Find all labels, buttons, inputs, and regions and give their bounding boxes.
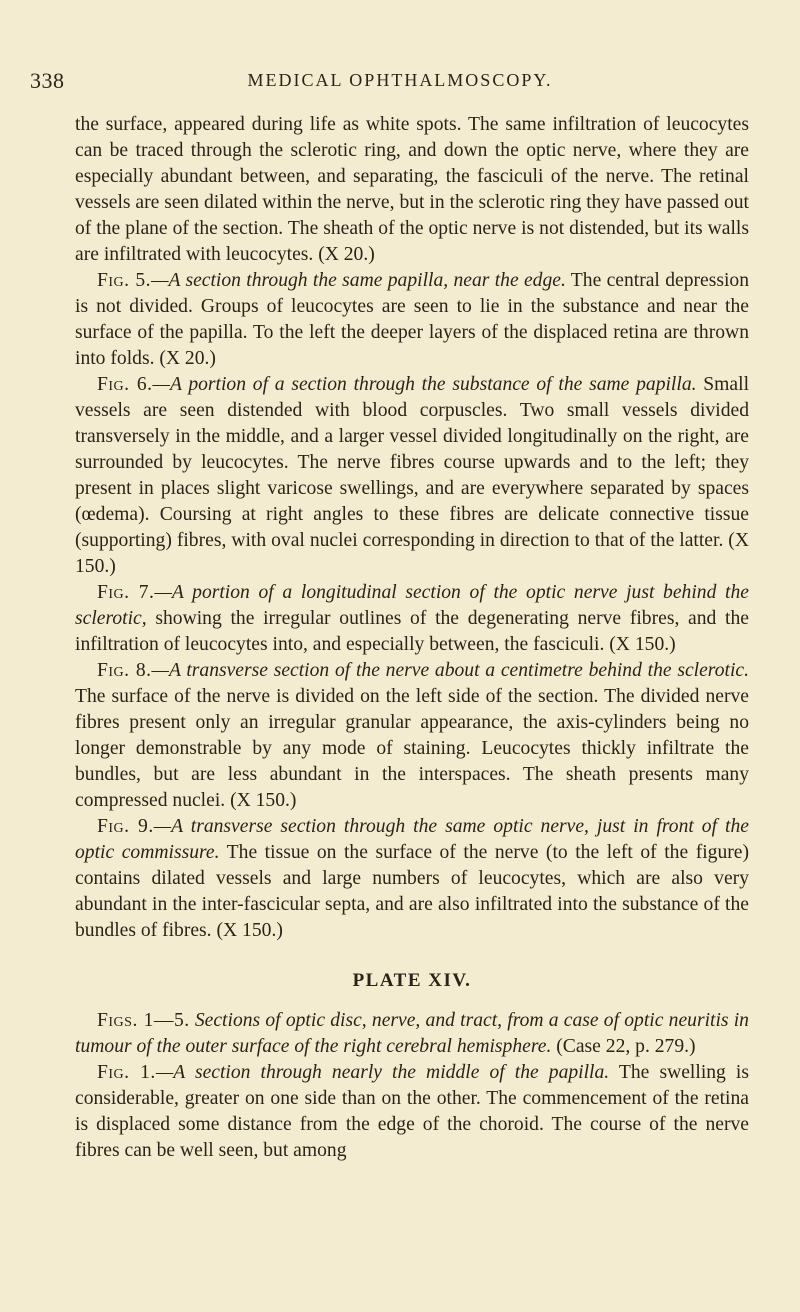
figure-description-6 (75, 372, 749, 580)
paragraph-text: (Case 22, p. 279.) (551, 1036, 696, 1057)
figure-label: Fig. 6. (97, 374, 153, 395)
paragraph (75, 112, 749, 268)
figure-label: Fig. 8. (97, 660, 152, 681)
figure-description-5 (75, 268, 749, 372)
paragraph-text: Small vessels are seen distended with blood corpuscles. Two small vessels divided transversely in the middle, and a larger vessel divided longitudinally on the right, are surrounded by leucocytes. The nerve fibres course upwards and to the left; they present in places slight varicose swellings, and are everywhere separated by spaces (œdema). Coursing at right angles to these fibres are delicate connective tissue (supporting) fibres, with oval nuclei corresponding in direction to that of the latter. (X 150.) (75, 374, 750, 577)
figure-description-8 (75, 658, 749, 814)
paragraph-text: the surface, appeared during life as white spots. The same infiltration of leucocytes can be traced through the sclerotic ring, and down the optic nerve, where they are especially abundant between, and separating, the fasciculi of the nerve. The retinal vessels are seen dilated within the nerve, but in the sclerotic ring they have passed out of the plane of the section. The sheath of the optic nerve is not distended, but its walls are infiltrated with leucocytes. (X 20.) (75, 114, 749, 265)
page-header (0, 64, 800, 104)
body-text (75, 112, 749, 1164)
figure-label: Fig. 1. (97, 1062, 156, 1083)
figure-title: —A section through nearly the middle of the papilla. (155, 1062, 610, 1083)
figure-label: Figs. 1—5. (97, 1010, 190, 1031)
paragraph-text: The surface of the nerve is divided on the left side of the section. The divided nerve fibres present only an irregular granular appearance, the axis-cylinders being no longer demonstrable by any mode of staining. Leucocytes thickly infiltrate the bundles, but are less abundant in the interspaces. The sheath presents many compressed nuclei. (X 150.) (75, 686, 749, 811)
paragraph-text: showing the irregular outlines of the degenerating nerve fibres, and the infiltration of leucocytes into, and especially between, the fasciculi. (X 150.) (75, 608, 749, 655)
figure-title: Sections of optic disc, nerve, and tract, from a case of optic neuritis in tumour of the outer surface of the right cerebral hemisphere. (75, 1010, 749, 1057)
figure-title: —A section through the same papilla, near the edge. (151, 270, 566, 291)
figure-title: —A portion of a section through the substance of the same papilla. (152, 374, 697, 395)
plate-heading: PLATE XIV. (352, 970, 472, 991)
figure-title: —A portion of a longitudinal section of the optic nerve just behind the sclerotic, (75, 582, 749, 629)
figure-description-7 (75, 580, 749, 658)
figure-label: Fig. 5. (97, 270, 152, 291)
paragraph-text: The tissue on the surface of the nerve (to the left of the figure) contains dilated vessels and large numbers of leucocytes, which are also very abundant in the inter-fascicular septa, and are also infiltrated into the substance of the bundles of fibres. (X 150.) (75, 842, 750, 941)
figures-1-5-description (75, 1008, 749, 1060)
paragraph-text: The swelling is considerable, greater on one side than on the other. The commencement of the retina is displaced some distance from the edge of the choroid. The course of the nerve fibres can be well seen, but among (75, 1062, 749, 1161)
page-number: 338 (30, 68, 65, 93)
paragraph-text: The central depression is not divided. Groups of leucocytes are seen to lie in the substance and near the surface of the papilla. To the left the deeper layers of the displaced retina are thrown into folds. (X 20.) (75, 270, 749, 369)
figure-label: Fig. 9. (97, 816, 154, 837)
figure-label: Fig. 7. (97, 582, 155, 603)
running-head: MEDICAL OPHTHALMOSCOPY. (247, 70, 553, 90)
figure-description-1 (75, 1060, 749, 1164)
figure-title: —A transverse section through the same optic nerve, just in front of the optic commissure. (75, 816, 749, 863)
figure-description-9 (75, 814, 749, 944)
figure-title: —A transverse section of the nerve about a centimetre behind the sclerotic. (151, 660, 749, 681)
